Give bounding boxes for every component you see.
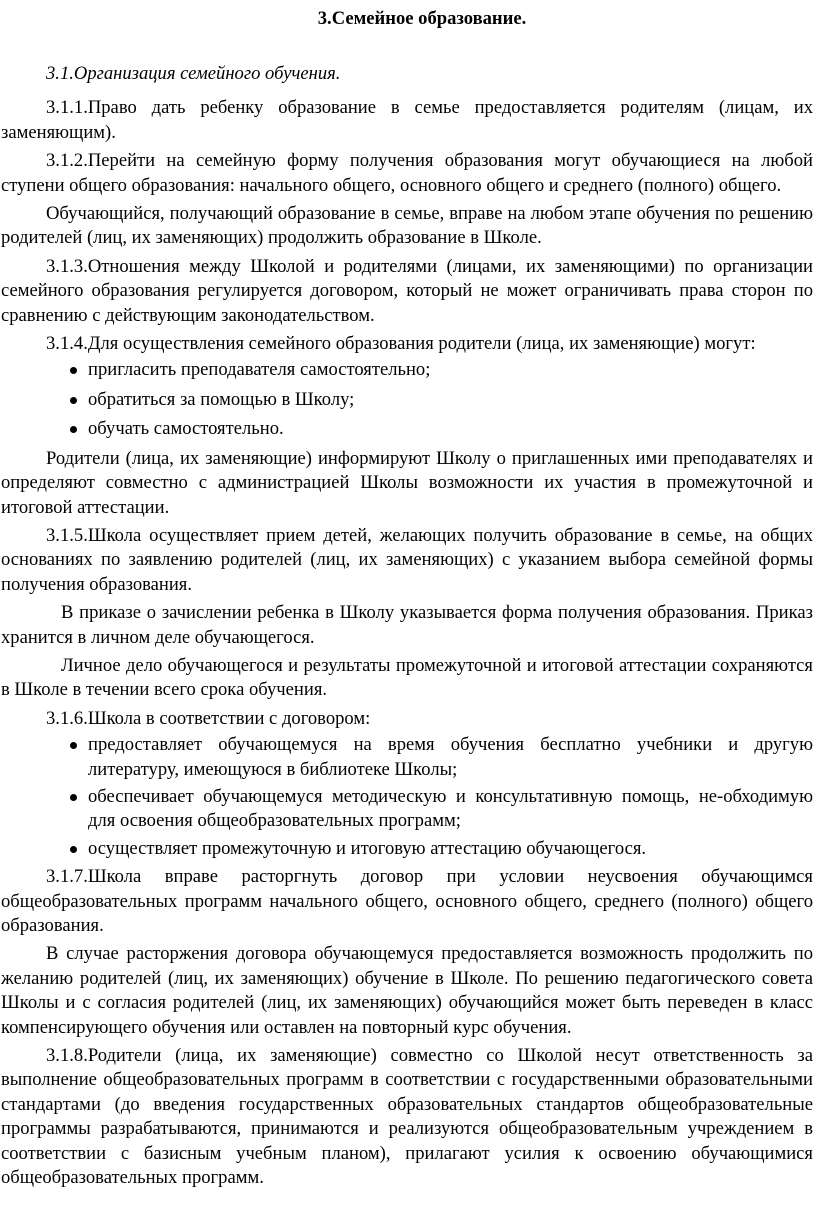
paragraph-3-1-7: 3.1.7.Школа вправе расторгнуть договор при условии неусвоения обучающимся общеобразовательных программ начального общего, основного общего, среднего (полного) общего образования. <box>1 866 813 936</box>
bullet-icon <box>70 742 77 749</box>
list-3-1-6 <box>1 733 813 861</box>
list-3-1-4 <box>1 358 813 441</box>
paragraph-3-1-4-continued: Родители (лица, их заменяющие) информируют Школу о приглашенных ими преподавателях и определяют совместно с администрацией Школы возможности их участия в промежуточной и итоговой аттестации. <box>1 447 813 518</box>
bullet-icon <box>70 397 77 404</box>
bullet-icon <box>70 794 77 801</box>
paragraph-3-1-5: 3.1.5.Школа осуществляет прием детей, желающих получить образование в семье, на общих основаниях по заявлению родителей (лиц, их заменяющих) с указанием выбора семейной формы получения образования. <box>1 524 813 595</box>
paragraph-3-1-7-continued: В случае расторжения договора обучающемуся предоставляется возможность продолжить по желанию родителей (лиц, их заменяющих) обучение в Школе. По решению педагогического совета Школы и с согласия родителей (лиц, их заменяющих) обучающийся может быть переведен в класс компенсирующего обучения или оставлен на повторный курс обучения. <box>1 943 813 1038</box>
list-item: пригласить преподавателя самостоятельно; <box>1 358 813 382</box>
paragraph-3-1-5-record: Личное дело обучающегося и результаты промежуточной и итоговой аттестации сохраняются в Школе в течении всего срока обучения. <box>1 654 813 701</box>
paragraph-3-1-8: 3.1.8.Родители (лица, их заменяющие) совместно со Школой несут ответственность за выполнение общеобразовательных программ в соответствии с государственными образовательными стандартами (до введения государственных образовательных стандартов общеобразовательные программы разрабатываются, принимаются и реализуются общеобразовательным учреждением в соответствии с базисным учебным планом), прилагают усилия к освоению обучающимися общеобразовательных программ. <box>1 1045 813 1189</box>
list-item: обеспечивает обучающемуся методическую и консультативную помощь, не-обходимую для освоения общеобразовательных программ; <box>1 785 813 834</box>
document-body <box>1 62 813 1190</box>
paragraph-3-1-5-order: В приказе о зачислении ребенка в Школу указывается форма получения образования. Приказ хранится в личном деле обучающегося. <box>1 602 813 648</box>
document-title: 3.Семейное образование. <box>317 8 527 29</box>
paragraph-3-1-2: 3.1.2.Перейти на семейную форму получения образования могут обучающиеся на любой ступени общего образования: начального общего, основного общего и среднего (полного) общего. <box>1 150 813 196</box>
bullet-icon <box>70 846 77 853</box>
section-heading-3-1: 3.1.Организация семейного обучения. <box>46 63 341 84</box>
paragraph-3-1-2-continued: Обучающийся, получающий образование в семье, вправе на любом этапе обучения по решению родителей (лиц, их заменяющих) продолжить образование в Школе. <box>1 203 813 249</box>
bullet-icon <box>70 426 77 433</box>
list-item: предоставляет обучающемуся на время обучения бесплатно учебники и другую литературу, имеющуюся в библиотеке Школы; <box>1 733 813 782</box>
list-item: обучать самостоятельно. <box>1 417 813 441</box>
bullet-icon <box>70 367 77 374</box>
list-item: осуществляет промежуточную и итоговую аттестацию обучающегося. <box>1 837 813 861</box>
list-item: обратиться за помощью в Школу; <box>1 388 813 412</box>
paragraph-3-1-4: 3.1.4.Для осуществления семейного образования родители (лица, их заменяющие) могут: <box>46 333 756 355</box>
paragraph-3-1-1: 3.1.1.Право дать ребенку образование в семье предоставляется родителям (лицам, их заменяющим). <box>1 97 813 143</box>
paragraph-3-1-3: 3.1.3.Отношения между Школой и родителями (лицами, их заменяющими) по организации семейного образования регулируется договором, который не может ограничивать права сторон по сравнению с действующим законодательством. <box>1 255 813 326</box>
paragraph-3-1-6: 3.1.6.Школа в соответствии с договором: <box>46 707 371 729</box>
